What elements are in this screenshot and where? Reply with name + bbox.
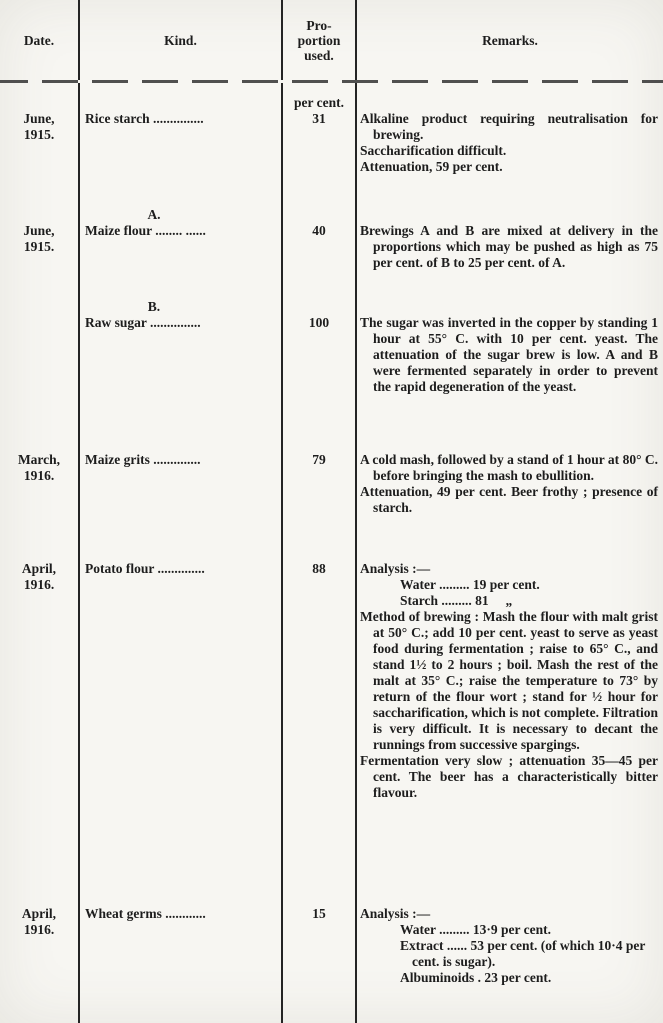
date-text: April, bbox=[21, 561, 57, 576]
date-text: 1916. bbox=[23, 577, 55, 592]
proportion-value: 88 bbox=[312, 561, 326, 576]
remark-paragraph: Saccharification difficult. bbox=[360, 143, 507, 158]
date-text: June, bbox=[23, 111, 55, 126]
date-text: 1915. bbox=[23, 127, 55, 142]
header-remarks-label: Remarks. bbox=[482, 32, 538, 48]
remark-paragraph: Attenuation, 49 per cent. Beer frothy ; presence of starch. bbox=[360, 484, 658, 515]
remark-paragraph: A cold mash, followed by a stand of 1 hour at 80° C. before bringing the mash to ebullition. bbox=[360, 452, 658, 483]
proportion-cell bbox=[281, 295, 355, 445]
remark-paragraph: The sugar was inverted in the copper by standing 1 hour at 55° C. with 10 per cent. yeast. The attenuation of the sugar brew is low. A and B were fermented separately in order to prevent the rapid degeneration of the yeast. bbox=[360, 315, 658, 394]
brewing-group-label: B. bbox=[147, 299, 161, 314]
table-row bbox=[0, 83, 663, 205]
kind-text: Maize grits .............. bbox=[85, 452, 201, 467]
date-text: 1916. bbox=[23, 468, 55, 483]
header-proportion-line: portion bbox=[297, 32, 341, 48]
table-row bbox=[0, 295, 663, 445]
remark-paragraph: Brewings A and B are mixed at delivery in the proportions which may be pushed as high as 75 per cent. of B to 25 per cent. of A. bbox=[360, 223, 658, 270]
header-proportion-cell bbox=[281, 0, 355, 80]
kind-cell bbox=[78, 445, 281, 555]
remark-paragraph: Water ......... 19 per cent. bbox=[400, 577, 540, 592]
table-row bbox=[0, 900, 663, 1023]
proportion-cell bbox=[281, 445, 355, 555]
remark-paragraph: Water ......... 13·9 per cent. bbox=[400, 922, 551, 937]
remarks-cell bbox=[355, 295, 663, 445]
date-cell bbox=[0, 295, 78, 445]
remark-paragraph: Albuminoids . 23 per cent. bbox=[400, 970, 552, 985]
header-proportion-line: Pro- bbox=[306, 17, 332, 33]
proportion-cell bbox=[281, 83, 355, 205]
header-date-label: Date. bbox=[23, 32, 55, 48]
date-cell bbox=[0, 900, 78, 1023]
kind-cell bbox=[78, 555, 281, 900]
remark-paragraph: Method of brewing : Mash the flour with malt grist at 50° C.; add 10 per cent. yeast to serve as yeast food during fermentation ; raise to 65° C., and stand 1½ to 2 hours ; boil. Mash the rest of the malt at 35° C.; raise the temperature to 73° by return of the flour wort ; stand for ½ hour for saccharification, which is not complete. Filtration is very difficult. It is necessary to decant the runnings from successive spargings. bbox=[360, 609, 658, 752]
kind-text: Maize flour ........ ...... bbox=[85, 223, 206, 238]
date-cell bbox=[0, 555, 78, 900]
proportion-value: 79 bbox=[312, 452, 326, 467]
proportion-cell bbox=[281, 555, 355, 900]
remarks-cell bbox=[355, 900, 663, 1023]
kind-text: Rice starch ............... bbox=[85, 111, 204, 126]
brewing-group-label: A. bbox=[147, 207, 161, 222]
date-cell bbox=[0, 205, 78, 295]
header-remarks-cell bbox=[355, 0, 663, 80]
table-row bbox=[0, 205, 663, 295]
remark-paragraph: Attenuation, 59 per cent. bbox=[360, 159, 503, 174]
kind-cell bbox=[78, 205, 281, 295]
remark-paragraph: Analysis :— bbox=[360, 906, 431, 921]
remarks-cell bbox=[355, 555, 663, 900]
kind-text: Potato flour .............. bbox=[85, 561, 205, 576]
date-text: March, bbox=[17, 452, 61, 467]
remark-paragraph: Alkaline product requiring neutralisation for brewing. bbox=[360, 111, 658, 142]
header-row bbox=[0, 0, 663, 80]
remarks-cell bbox=[355, 83, 663, 205]
unit-note: per cent. bbox=[294, 95, 344, 110]
proportion-cell bbox=[281, 900, 355, 1023]
kind-text: Wheat germs ............ bbox=[85, 906, 206, 921]
table-row bbox=[0, 445, 663, 555]
table-row bbox=[0, 555, 663, 900]
proportion-value: 31 bbox=[312, 111, 326, 126]
proportion-cell bbox=[281, 205, 355, 295]
table-body bbox=[0, 83, 663, 1023]
remark-paragraph: Starch ......... 81 „ bbox=[400, 593, 513, 608]
date-text: June, bbox=[23, 223, 55, 238]
remark-paragraph: Fermentation very slow ; attenuation 35—45 per cent. The beer has a characteristically bitter flavour. bbox=[360, 753, 658, 800]
remark-paragraph: Analysis :— bbox=[360, 561, 431, 576]
kind-cell bbox=[78, 83, 281, 205]
remarks-cell bbox=[355, 445, 663, 555]
header-proportion-line: used. bbox=[304, 47, 334, 63]
date-cell bbox=[0, 83, 78, 205]
header-kind-label: Kind. bbox=[164, 32, 197, 48]
date-text: 1916. bbox=[23, 922, 55, 937]
kind-cell bbox=[78, 295, 281, 445]
date-text: 1915. bbox=[23, 239, 55, 254]
date-cell bbox=[0, 445, 78, 555]
header-kind-cell bbox=[78, 0, 281, 80]
header-rule bbox=[0, 80, 663, 83]
header-date-cell bbox=[0, 0, 78, 80]
remark-paragraph: Extract ...... 53 per cent. (of which 10·4 per cent. is sugar). bbox=[400, 938, 646, 969]
kind-text: Raw sugar ............... bbox=[85, 315, 201, 330]
proportion-value: 15 bbox=[312, 906, 326, 921]
kind-cell bbox=[78, 900, 281, 1023]
proportion-value: 40 bbox=[312, 223, 326, 238]
proportion-value: 100 bbox=[308, 315, 330, 330]
date-text: April, bbox=[21, 906, 57, 921]
remarks-cell bbox=[355, 205, 663, 295]
